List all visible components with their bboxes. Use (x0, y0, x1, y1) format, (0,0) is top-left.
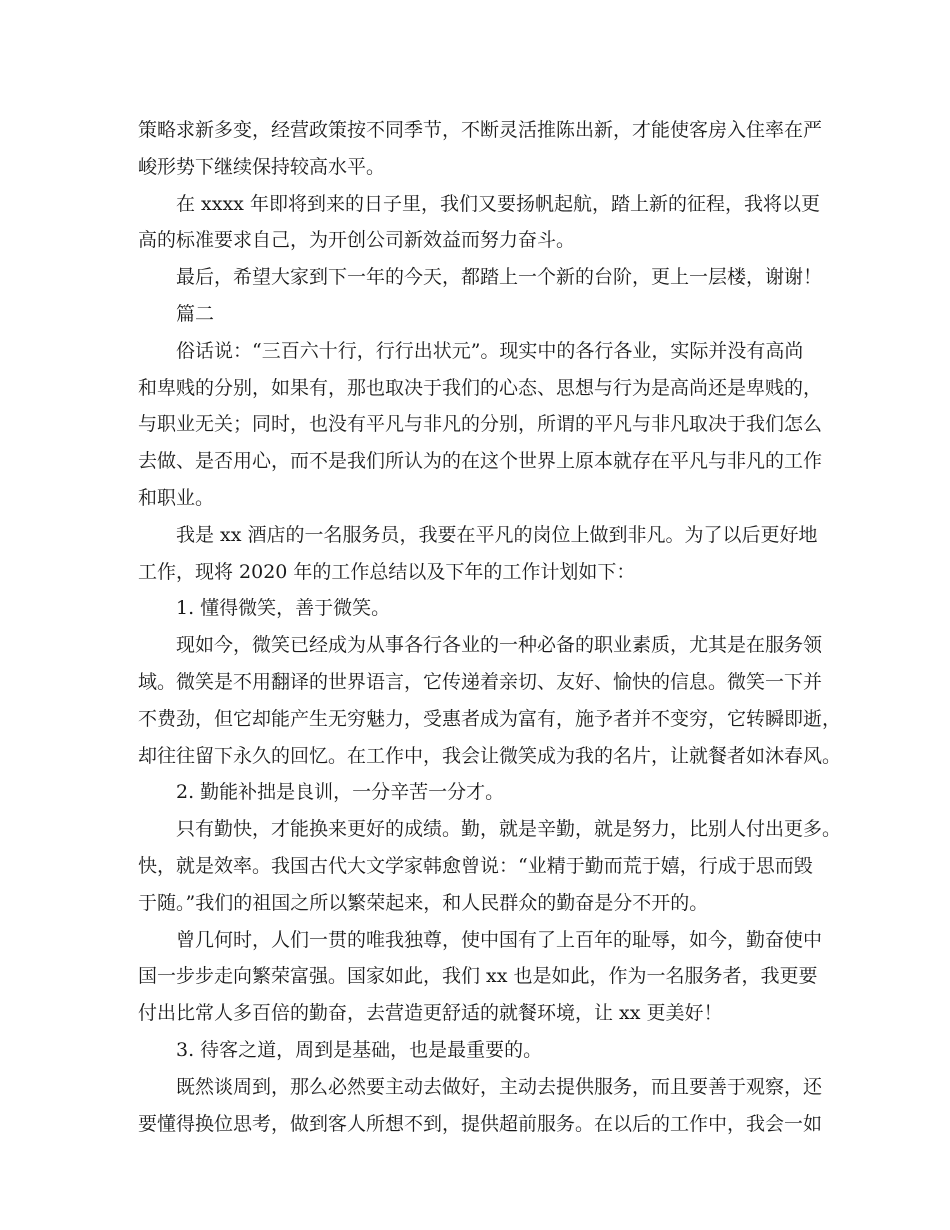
text-line: 既然谈周到，那么必然要主动去做好，主动去提供服务，而且要善于观察，还 (176, 1075, 823, 1098)
text-line: 在 xxxx 年即将到来的日子里，我们又要扬帆起航，踏上新的征程，我将以更 (176, 192, 820, 215)
text-line: 和职业。 (138, 486, 215, 509)
text-line: 工作，现将 2020 年的工作总结以及下年的工作计划如下： (138, 560, 636, 583)
text-line: 域。微笑是不用翻译的世界语言，它传递着亲切、友好、愉快的信息。微笑一下并 (138, 670, 823, 693)
text-line: 快，就是效率。我国古代大文学家韩愈曾说：“业精于勤而荒于嬉，行成于思而毁 (138, 854, 813, 877)
text-line: 于随。”我们的祖国之所以繁荣起来，和人民群众的勤奋是分不开的。 (138, 891, 709, 914)
document-body (138, 112, 842, 1142)
text-line: 去做、是否用心，而不是我们所认为的在这个世界上原本就存在平凡与非凡的工作 (138, 450, 823, 473)
text-line: 俗话说：“三百六十行，行行出状元”。现实中的各行各业，实际并没有高尚 (176, 339, 804, 362)
text-line: 不费劲，但它却能产生无穷魅力，受惠者成为富有，施予者并不变穷，它转瞬即逝， (138, 707, 842, 730)
text-line: 峻形势下继续保持较高水平。 (138, 155, 386, 178)
text-line: 1. 懂得微笑，善于微笑。 (176, 597, 391, 620)
text-line: 3. 待客之道，周到是基础，也是最重要的。 (176, 1038, 543, 1061)
text-line: 我是 xx 酒店的一名服务员，我要在平凡的岗位上做到非凡。为了以后更好地 (176, 523, 818, 546)
text-line: 和卑贱的分别，如果有，那也取决于我们的心态、思想与行为是高尚还是卑贱的， (138, 376, 823, 399)
text-line: 只有勤快，才能换来更好的成绩。勤，就是辛勤，就是努力，比别人付出更多。 (176, 818, 842, 841)
text-line: 国一步步走向繁荣富强。国家如此，我们 xx 也是如此，作为一名服务者，我更要 (138, 965, 818, 988)
text-line: 高的标准要求自己，为开创公司新效益而努力奋斗。 (138, 229, 576, 252)
text-line: 曾几何时，人们一贯的唯我独尊，使中国有了上百年的耻辱，如今，勤奋使中 (176, 928, 823, 951)
text-line: 要懂得换位思考，做到客人所想不到，提供超前服务。在以后的工作中，我会一如 (138, 1112, 823, 1135)
text-line: 现如今，微笑已经成为从事各行各业的一种必备的职业素质，尤其是在服务领 (176, 634, 823, 657)
text-line: 篇二 (176, 302, 215, 325)
text-line: 与职业无关；同时，也没有平凡与非凡的分别，所谓的平凡与非凡取决于我们怎么 (138, 413, 823, 436)
text-line: 却往往留下永久的回忆。在工作中，我会让微笑成为我的名片，让就餐者如沐春风。 (138, 744, 842, 767)
text-line: 最后，希望大家到下一年的今天，都踏上一个新的台阶，更上一层楼，谢谢！ (176, 266, 823, 289)
text-line: 策略求新多变，经营政策按不同季节，不断灵活推陈出新，才能使客房入住率在严 (138, 119, 823, 141)
text-line: 付出比常人多百倍的勤奋，去营造更舒适的就餐环境，让 xx 更美好！ (138, 1002, 723, 1025)
text-line: 2. 勤能补拙是良训，一分辛苦一分才。 (176, 781, 505, 804)
